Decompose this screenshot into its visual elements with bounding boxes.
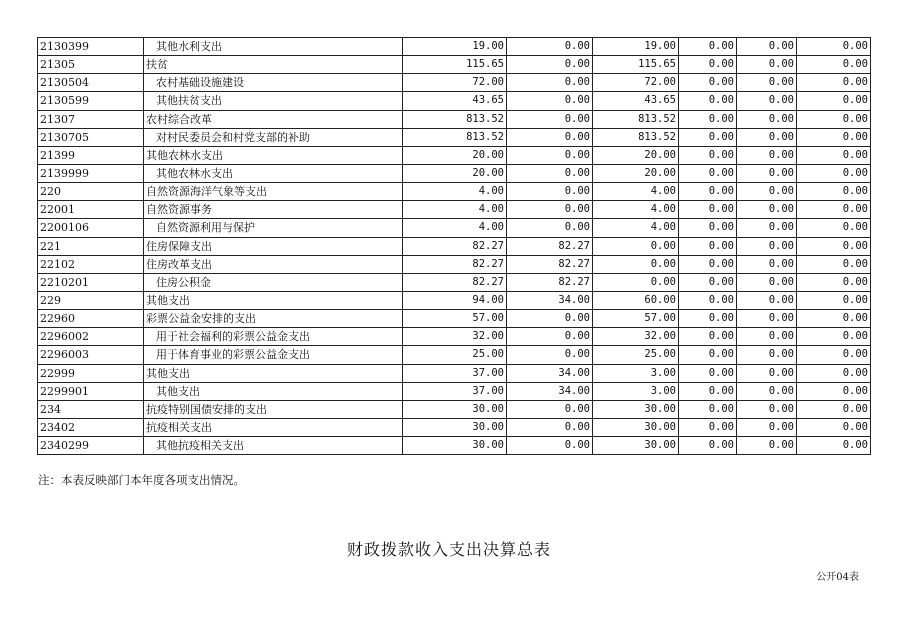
- table-footnote: 注：本表反映部门本年度各项支出情况。: [38, 473, 245, 487]
- subject-code-cell: 22999: [38, 364, 144, 382]
- amount-cell: 0.00: [679, 346, 737, 364]
- subject-name-cell: 其他水利支出: [144, 38, 403, 56]
- amount-cell: 0.00: [737, 255, 797, 273]
- subject-code-cell: 22960: [38, 310, 144, 328]
- amount-cell: 0.00: [737, 310, 797, 328]
- amount-cell: 0.00: [797, 146, 871, 164]
- amount-cell: 4.00: [403, 201, 507, 219]
- amount-cell: 0.00: [797, 237, 871, 255]
- amount-cell: 0.00: [737, 219, 797, 237]
- amount-cell: 30.00: [403, 418, 507, 436]
- amount-cell: 0.00: [797, 92, 871, 110]
- amount-cell: 0.00: [679, 183, 737, 201]
- subject-name-cell: 其他支出: [144, 364, 403, 382]
- subject-name-cell: 彩票公益金安排的支出: [144, 310, 403, 328]
- amount-cell: 0.00: [679, 237, 737, 255]
- amount-cell: 57.00: [593, 310, 679, 328]
- amount-cell: 94.00: [403, 291, 507, 309]
- subject-name-cell: 自然资源利用与保护: [144, 219, 403, 237]
- amount-cell: 72.00: [593, 74, 679, 92]
- amount-cell: 813.52: [403, 110, 507, 128]
- amount-cell: 0.00: [737, 418, 797, 436]
- amount-cell: 0.00: [737, 437, 797, 455]
- amount-cell: 57.00: [403, 310, 507, 328]
- amount-cell: 4.00: [593, 183, 679, 201]
- amount-cell: 72.00: [403, 74, 507, 92]
- table-row: [38, 310, 871, 328]
- table-row: [38, 273, 871, 291]
- expenditure-table: [37, 37, 871, 455]
- table-row: [38, 110, 871, 128]
- subject-code-cell: 2296003: [38, 346, 144, 364]
- amount-cell: 0.00: [507, 346, 593, 364]
- subject-name-cell: 自然资源海洋气象等支出: [144, 183, 403, 201]
- amount-cell: 0.00: [679, 328, 737, 346]
- amount-cell: 0.00: [679, 400, 737, 418]
- amount-cell: 0.00: [679, 310, 737, 328]
- table-row: [38, 38, 871, 56]
- amount-cell: 0.00: [797, 201, 871, 219]
- table-body: [38, 38, 871, 455]
- amount-cell: 0.00: [737, 74, 797, 92]
- amount-cell: 0.00: [679, 291, 737, 309]
- amount-cell: 0.00: [797, 273, 871, 291]
- amount-cell: 19.00: [593, 38, 679, 56]
- amount-cell: 0.00: [737, 364, 797, 382]
- amount-cell: 0.00: [679, 273, 737, 291]
- amount-cell: 82.27: [507, 255, 593, 273]
- amount-cell: 0.00: [737, 273, 797, 291]
- subject-code-cell: 2200106: [38, 219, 144, 237]
- amount-cell: 32.00: [403, 328, 507, 346]
- amount-cell: 0.00: [797, 255, 871, 273]
- amount-cell: 0.00: [507, 310, 593, 328]
- amount-cell: 0.00: [507, 92, 593, 110]
- amount-cell: 0.00: [507, 164, 593, 182]
- amount-cell: 82.27: [507, 237, 593, 255]
- subject-code-cell: 234: [38, 400, 144, 418]
- subject-name-cell: 其他支出: [144, 291, 403, 309]
- amount-cell: 0.00: [737, 400, 797, 418]
- amount-cell: 0.00: [797, 346, 871, 364]
- table-number-tag: 公开04表: [816, 572, 859, 583]
- amount-cell: 0.00: [593, 237, 679, 255]
- amount-cell: 0.00: [737, 328, 797, 346]
- subject-code-cell: 21305: [38, 56, 144, 74]
- amount-cell: 0.00: [593, 255, 679, 273]
- amount-cell: 0.00: [797, 291, 871, 309]
- amount-cell: 0.00: [797, 110, 871, 128]
- table-row: [38, 201, 871, 219]
- table-row: [38, 146, 871, 164]
- subject-code-cell: 2130399: [38, 38, 144, 56]
- amount-cell: 82.27: [507, 273, 593, 291]
- amount-cell: 37.00: [403, 364, 507, 382]
- subject-code-cell: 229: [38, 291, 144, 309]
- amount-cell: 0.00: [737, 128, 797, 146]
- amount-cell: 0.00: [507, 201, 593, 219]
- amount-cell: 0.00: [797, 74, 871, 92]
- subject-name-cell: 抗疫特别国债安排的支出: [144, 400, 403, 418]
- subject-code-cell: 22001: [38, 201, 144, 219]
- subject-name-cell: 其他扶贫支出: [144, 92, 403, 110]
- subject-name-cell: 扶贫: [144, 56, 403, 74]
- amount-cell: 0.00: [679, 146, 737, 164]
- table-row: [38, 128, 871, 146]
- amount-cell: 0.00: [797, 418, 871, 436]
- amount-cell: 0.00: [507, 74, 593, 92]
- subject-code-cell: 220: [38, 183, 144, 201]
- amount-cell: 0.00: [507, 400, 593, 418]
- amount-cell: 4.00: [593, 201, 679, 219]
- amount-cell: 30.00: [403, 437, 507, 455]
- subject-code-cell: 2130599: [38, 92, 144, 110]
- subject-code-cell: 21307: [38, 110, 144, 128]
- amount-cell: 0.00: [679, 437, 737, 455]
- amount-cell: 0.00: [679, 128, 737, 146]
- amount-cell: 0.00: [797, 310, 871, 328]
- subject-code-cell: 2210201: [38, 273, 144, 291]
- amount-cell: 0.00: [737, 110, 797, 128]
- amount-cell: 0.00: [737, 38, 797, 56]
- amount-cell: 0.00: [507, 219, 593, 237]
- amount-cell: 0.00: [737, 56, 797, 74]
- table-row: [38, 74, 871, 92]
- subject-code-cell: 22102: [38, 255, 144, 273]
- subject-name-cell: 自然资源事务: [144, 201, 403, 219]
- amount-cell: 0.00: [679, 110, 737, 128]
- amount-cell: 30.00: [593, 418, 679, 436]
- amount-cell: 4.00: [593, 219, 679, 237]
- table-row: [38, 164, 871, 182]
- amount-cell: 0.00: [797, 382, 871, 400]
- amount-cell: 20.00: [593, 146, 679, 164]
- table-row: [38, 255, 871, 273]
- amount-cell: 20.00: [403, 146, 507, 164]
- subject-name-cell: 其他抗疫相关支出: [144, 437, 403, 455]
- amount-cell: 60.00: [593, 291, 679, 309]
- subject-name-cell: 用于体育事业的彩票公益金支出: [144, 346, 403, 364]
- subject-name-cell: 其他农林水支出: [144, 146, 403, 164]
- subject-name-cell: 住房保障支出: [144, 237, 403, 255]
- amount-cell: 25.00: [403, 346, 507, 364]
- subject-code-cell: 2130705: [38, 128, 144, 146]
- subject-name-cell: 其他支出: [144, 382, 403, 400]
- amount-cell: 813.52: [403, 128, 507, 146]
- subject-name-cell: 其他农林水支出: [144, 164, 403, 182]
- amount-cell: 4.00: [403, 183, 507, 201]
- table-row: [38, 364, 871, 382]
- table-row: [38, 346, 871, 364]
- amount-cell: 0.00: [737, 382, 797, 400]
- amount-cell: 115.65: [403, 56, 507, 74]
- amount-cell: 0.00: [507, 38, 593, 56]
- subject-code-cell: 221: [38, 237, 144, 255]
- table-row: [38, 219, 871, 237]
- amount-cell: 115.65: [593, 56, 679, 74]
- amount-cell: 0.00: [507, 146, 593, 164]
- amount-cell: 0.00: [679, 56, 737, 74]
- subject-name-cell: 对村民委员会和村党支部的补助: [144, 128, 403, 146]
- table-row: [38, 328, 871, 346]
- amount-cell: 0.00: [797, 219, 871, 237]
- amount-cell: 0.00: [797, 56, 871, 74]
- amount-cell: 4.00: [403, 219, 507, 237]
- amount-cell: 0.00: [737, 201, 797, 219]
- table-row: [38, 183, 871, 201]
- subject-code-cell: 2296002: [38, 328, 144, 346]
- amount-cell: 37.00: [403, 382, 507, 400]
- amount-cell: 0.00: [737, 346, 797, 364]
- subject-code-cell: 21399: [38, 146, 144, 164]
- subject-name-cell: 住房改革支出: [144, 255, 403, 273]
- amount-cell: 0.00: [797, 38, 871, 56]
- subject-code-cell: 2130504: [38, 74, 144, 92]
- amount-cell: 0.00: [507, 418, 593, 436]
- amount-cell: 0.00: [507, 328, 593, 346]
- amount-cell: 43.65: [403, 92, 507, 110]
- amount-cell: 3.00: [593, 364, 679, 382]
- table-row: [38, 237, 871, 255]
- amount-cell: 0.00: [507, 437, 593, 455]
- subject-name-cell: 用于社会福利的彩票公益金支出: [144, 328, 403, 346]
- amount-cell: 19.00: [403, 38, 507, 56]
- table-row: [38, 418, 871, 436]
- amount-cell: 0.00: [507, 56, 593, 74]
- amount-cell: 0.00: [679, 92, 737, 110]
- amount-cell: 0.00: [679, 364, 737, 382]
- subject-code-cell: 2139999: [38, 164, 144, 182]
- amount-cell: 82.27: [403, 255, 507, 273]
- amount-cell: 20.00: [403, 164, 507, 182]
- subject-code-cell: 2340299: [38, 437, 144, 455]
- amount-cell: 0.00: [797, 364, 871, 382]
- amount-cell: 34.00: [507, 382, 593, 400]
- amount-cell: 0.00: [679, 255, 737, 273]
- table-row: [38, 92, 871, 110]
- amount-cell: 813.52: [593, 110, 679, 128]
- table-row: [38, 400, 871, 418]
- subject-code-cell: 2299901: [38, 382, 144, 400]
- table-row: [38, 437, 871, 455]
- amount-cell: 0.00: [797, 183, 871, 201]
- amount-cell: 0.00: [679, 164, 737, 182]
- amount-cell: 0.00: [679, 74, 737, 92]
- amount-cell: 0.00: [737, 183, 797, 201]
- amount-cell: 25.00: [593, 346, 679, 364]
- amount-cell: 0.00: [507, 183, 593, 201]
- amount-cell: 3.00: [593, 382, 679, 400]
- amount-cell: 30.00: [403, 400, 507, 418]
- amount-cell: 813.52: [593, 128, 679, 146]
- amount-cell: 20.00: [593, 164, 679, 182]
- amount-cell: 0.00: [797, 164, 871, 182]
- amount-cell: 30.00: [593, 400, 679, 418]
- amount-cell: 0.00: [797, 437, 871, 455]
- amount-cell: 0.00: [679, 38, 737, 56]
- amount-cell: 0.00: [679, 219, 737, 237]
- amount-cell: 0.00: [737, 146, 797, 164]
- amount-cell: 0.00: [593, 273, 679, 291]
- amount-cell: 34.00: [507, 291, 593, 309]
- amount-cell: 43.65: [593, 92, 679, 110]
- amount-cell: 0.00: [507, 128, 593, 146]
- amount-cell: 0.00: [797, 400, 871, 418]
- subject-code-cell: 23402: [38, 418, 144, 436]
- table-row: [38, 382, 871, 400]
- amount-cell: 82.27: [403, 237, 507, 255]
- table-row: [38, 56, 871, 74]
- amount-cell: 30.00: [593, 437, 679, 455]
- subject-name-cell: 住房公积金: [144, 273, 403, 291]
- amount-cell: 0.00: [797, 328, 871, 346]
- subject-name-cell: 抗疫相关支出: [144, 418, 403, 436]
- subject-name-cell: 农村综合改革: [144, 110, 403, 128]
- amount-cell: 34.00: [507, 364, 593, 382]
- table-row: [38, 291, 871, 309]
- amount-cell: 82.27: [403, 273, 507, 291]
- amount-cell: 0.00: [737, 237, 797, 255]
- amount-cell: 0.00: [679, 201, 737, 219]
- amount-cell: 0.00: [507, 110, 593, 128]
- amount-cell: 0.00: [737, 92, 797, 110]
- subject-name-cell: 农村基础设施建设: [144, 74, 403, 92]
- amount-cell: 32.00: [593, 328, 679, 346]
- amount-cell: 0.00: [679, 418, 737, 436]
- amount-cell: 0.00: [679, 382, 737, 400]
- amount-cell: 0.00: [737, 291, 797, 309]
- next-table-title: 财政拨款收入支出决算总表: [346, 540, 551, 559]
- amount-cell: 0.00: [797, 128, 871, 146]
- amount-cell: 0.00: [737, 164, 797, 182]
